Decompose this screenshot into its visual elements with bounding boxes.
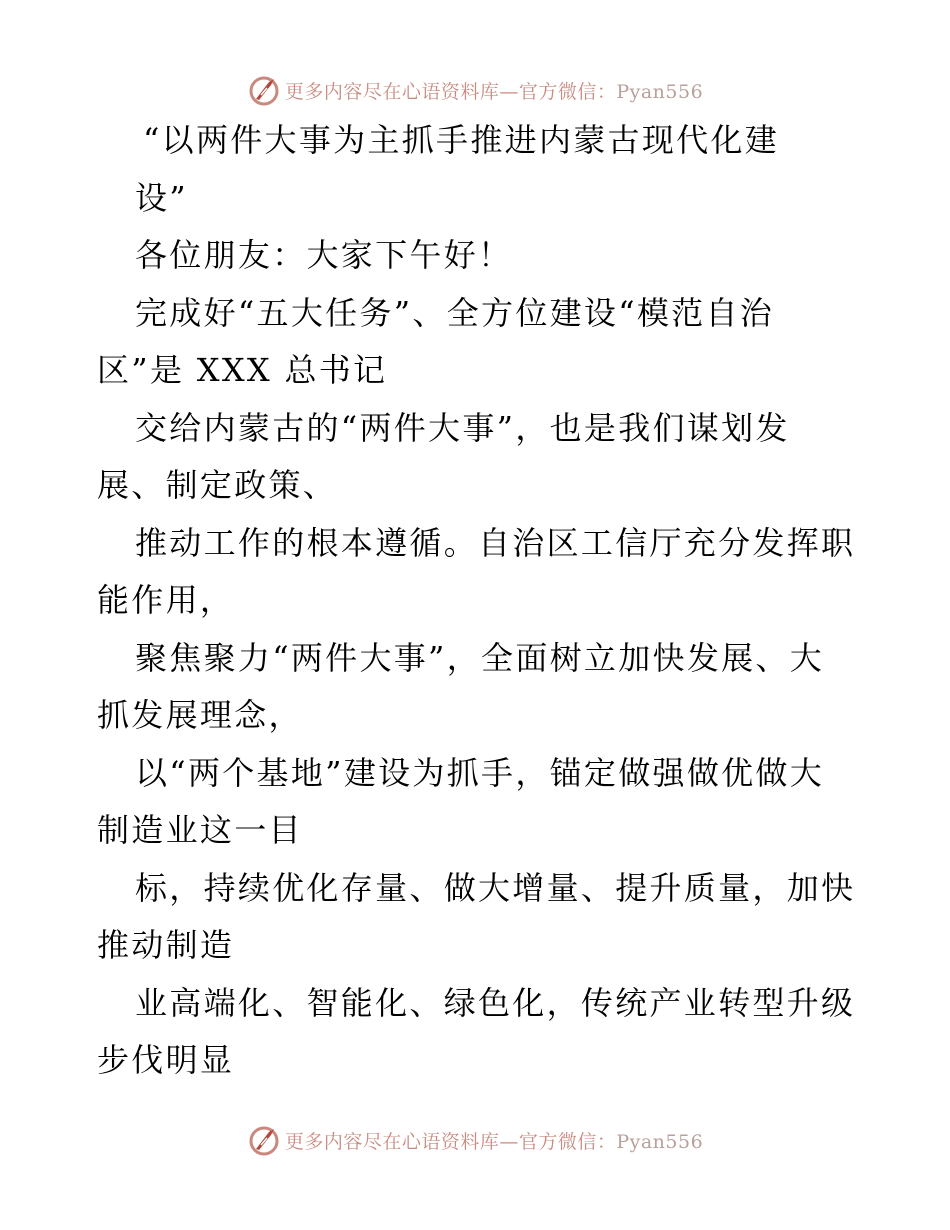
- paragraph-line: 推动制造: [97, 926, 235, 964]
- paragraph-line: 完成好“五大任务”、全方位建设“模范自治: [135, 293, 775, 332]
- header-banner: [0, 70, 950, 110]
- greeting-line: 各位朋友：大家下午好！: [135, 236, 513, 274]
- paragraph-line: 抓发展理念，: [97, 696, 303, 734]
- footer-banner: [0, 1120, 950, 1160]
- paragraph-line: 聚焦聚力“两件大事”，全面树立加快发展、大: [135, 638, 825, 677]
- quill-logo-icon: [247, 1123, 281, 1157]
- banner-text: 更多内容尽在心语资料库—官方微信：Pyan556: [284, 80, 704, 103]
- doc-title-line-2: 设”: [135, 178, 188, 217]
- paragraph-line: 业高端化、智能化、绿色化，传统产业转型升级: [135, 983, 856, 1022]
- paragraph-line: 区”是 XXX 总书记: [97, 351, 388, 389]
- doc-title-line-1: “以两件大事为主抓手推进内蒙古现代化建: [143, 121, 780, 159]
- paragraph-line: 能作用，: [97, 581, 235, 619]
- paragraph-line: 标，持续优化存量、做大增量、提升质量，加快: [135, 868, 856, 907]
- paragraph-line: 以“两个基地”建设为抓手，锚定做强做优做大: [135, 753, 825, 792]
- paragraph-line: 步伐明显: [97, 1041, 235, 1079]
- wechat-id: Pyan556: [616, 80, 704, 103]
- banner-text: 更多内容尽在心语资料库—官方微信：Pyan556: [284, 1130, 704, 1153]
- wechat-id: Pyan556: [616, 1130, 704, 1153]
- paragraph-line: 制造业这一目: [97, 811, 303, 849]
- document-body: [97, 112, 857, 1090]
- paragraph-line: 展、制定政策、: [97, 466, 338, 504]
- quill-logo-icon: [247, 73, 281, 107]
- paragraph-line: 推动工作的根本遵循。自治区工信厅充分发挥职: [135, 523, 856, 562]
- paragraph-line: 交给内蒙古的“两件大事”，也是我们谋划发: [135, 408, 790, 447]
